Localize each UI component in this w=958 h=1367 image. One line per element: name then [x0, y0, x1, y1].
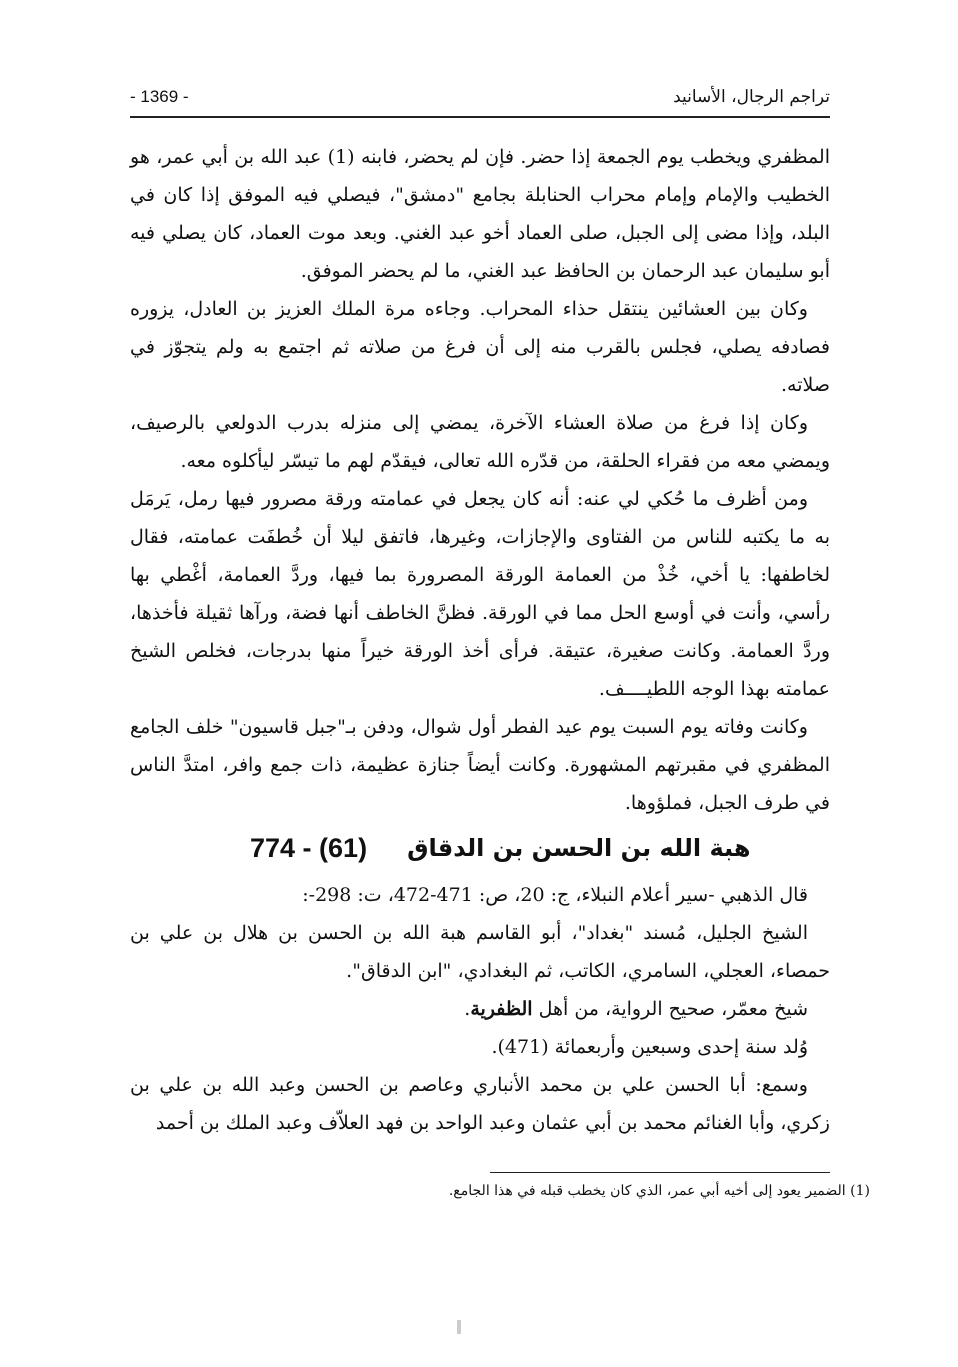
paragraph: وكانت وفاته يوم السبت يوم عيد الفطر أول شوال، ودفن بـ"جبل قاسيون" خلف الجامع المظفري في مقبرتهم المشهورة. وكانت أيضاً جنازة عظيمة، ذات جمع وافر، امتدَّ الناس في طرف الجبل، فملؤوها. [130, 716, 830, 814]
page-header [130, 82, 830, 112]
entry-name: هبة الله بن الحسن بن الدقاق [407, 834, 751, 862]
entry-birth: وُلد سنة إحدى وسبعين وأربعمائة (471). [491, 1036, 808, 1058]
paragraph: ومن أظرف ما حُكي لي عنه: أنه كان يجعل في عمامته ورقة مصرور فيها رمل، يَرمَل به ما يكتبه للناس من الفتاوى والإجازات، وغيرها، فاتفق ليلا أن خُطفَت عمامته، فقال لخاطفها: يا أخي، خُذْ من العمامة الورقة المصرورة بما فيها، وردَّ العمامة، أغْطي بها رأسي، وأنت في أوسع الحل مما في الورقة. فظنَّ الخاطف أنها فضة، ورآها ثقيلة فأخذها، وردَّ العمامة. وكانت صغيرة، عتيقة. فرأى أخذ الورقة خيراً منها بدرجات، فخلص الشيخ عمامته بهذا الوجه اللطيــــف. [130, 488, 830, 700]
scan-speck [457, 1320, 461, 1334]
entry-description [130, 990, 830, 1028]
running-title: تراجم الرجال، الأسانيد [673, 87, 830, 107]
paragraph: المظفري ويخطب يوم الجمعة إذا حضر. فإن لم يحضر، فابنه (1) عبد الله بن أبي عمر، هو الخطيب والإمام وإمام محراب الحنابلة بجامع "دمشق"، فيصلي فيه الموفق إذا كان في البلد، وإذا مضى إلى الجبل، صلى العماد أخو عبد الغني. وبعد موت العماد، كان يصلي فيه أبو سليمان عبد الرحمان بن الحافظ عبد الغني، ما لم يحضر الموفق. [130, 146, 831, 282]
description-prefix: شيخ معمّر، صحيح الرواية، من أهل [532, 998, 808, 1020]
description-suffix: . [464, 998, 471, 1020]
entry-lineage: الشيخ الجليل، مُسند "بغداد"، أبو القاسم هبة الله بن الحسن بن هلال بن علي بن حمصاء، العجلي، السامري، الكاتب، ثم البغدادي، "ابن الدقاق". [130, 922, 830, 982]
entry-teachers: وسمع: أبا الحسن علي بن محمد الأنباري وعاصم بن الحسن وعبد الله بن علي بن زكري، وأبا الغنائم محمد بن أبي عثمان وعبد الواحد بن فهد العلاّف وعبد الملك بن أحمد [130, 1074, 830, 1134]
header-rule [130, 116, 830, 118]
paragraph: وكان بين العشائين ينتقل حذاء المحراب. وجاءه مرة الملك العزيز بن العادل، يزوره فصادفه يصلي، فجلس بالقرب منه إلى أن فرغ من صلاته ثم اجتمع به ولم يتجوّز في صلاته. [130, 298, 830, 396]
description-place: الظفرية [470, 998, 533, 1020]
footnote-rule [490, 1172, 830, 1173]
paragraph: وكان إذا فرغ من صلاة العشاء الآخرة، يمضي إلى منزله بدرب الدولعي بالرصيف، ويمضي معه من فقراء الحلقة، من قدّره الله تعالى، فيقدّم لهم ما تيسّر ليأكلوه معه. [130, 412, 830, 472]
entry-number: 774 - (61) [250, 832, 368, 863]
footnote: (1) الضمير يعود إلى أخيه أبي عمر، الذي كان يخطب قبله في هذا الجامع. [448, 1183, 870, 1199]
entry-text [130, 876, 830, 1142]
main-text [130, 138, 830, 822]
page-number: - 1369 - [130, 87, 189, 106]
entry-source: قال الذهبي -سير أعلام النبلاء، ج: 20، ص: 471-472، ت: 298-: [302, 884, 808, 906]
entry-heading [250, 826, 763, 870]
